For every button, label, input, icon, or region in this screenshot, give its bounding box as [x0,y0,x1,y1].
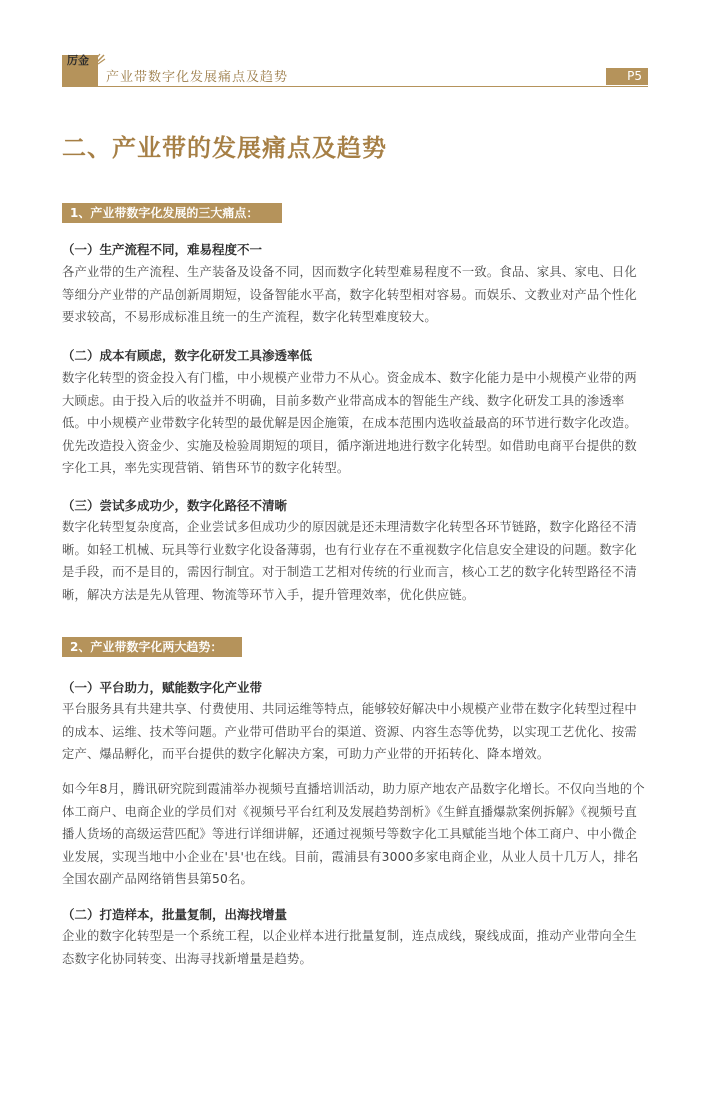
paragraph-6: 企业的数字化转型是一个系统工程，以企业样本进行批量复制，连点成线，聚线成面，推动产业带向全生态数字化协同转变、出海寻找新增量是趋势。 [62,929,637,966]
page-header [62,50,648,92]
logo-text: 厉金 [67,54,89,67]
paragraph-2: 数字化转型的资金投入有门槛，中小规模产业带力不从心。资金成本、数字化能力是中小规模产业带的两大顾虑。由于投入后的收益并不明确，目前多数产业带高成本的智能生产线、数字化研发工具的渗透率低。中小规模产业带数字化转型的最优解是因企施策，在成本范围内选收益最高的环节进行数字化改造。优先改造投入资金少、实施及检验周期短的项目，循序渐进地进行数字化转型。如借助电商平台提供的数字化工具，率先实现营销、销售环节的数字化转型。 [62,371,637,475]
paragraph-5: 如今年8月，腾讯研究院到霞浦举办视频号直播培训活动，助力原产地农产品数字化增长。不仅向当地的个体工商户、电商企业的学员们对《视频号平台红利及发展趋势剖析》《生鲜直播爆款案例拆解》《视频号直播人货场的高级运营匹配》等进行详细讲解，还通过视频号等数字化工具赋能当地个体工商户、中小微企业发展，实现当地中小企业在'县'也在线。目前，霞浦县有3000多家电商企业，从业人员十几万人，排名全国农副产品网络销售县第50名。 [62,782,645,886]
main-title: 二、产业带的发展痛点及趋势 [62,134,387,162]
subheading-3: （三）尝试多成功少，数字化路径不清晰 [62,498,288,513]
section-heading-pain-points: 1、产业带数字化发展的三大痛点： [62,203,282,223]
spark-icon [94,53,106,65]
subheading-2: （二）成本有顾虑，数字化研发工具渗透率低 [62,348,313,363]
paragraph-4: 平台服务具有共建共享、付费使用、共同运维等特点，能够较好解决中小规模产业带在数字化转型过程中的成本、运维、技术等问题。产业带可借助平台的渠道、资源、内容生态等优势，以实现工艺优化、按需定产、爆品孵化，而平台提供的数字化解决方案，可助力产业带的开拓转化、降本增效。 [62,702,637,761]
header-title: 产业带数字化发展痛点及趋势 [106,70,289,85]
subheading-1: （一）生产流程不同，难易程度不一 [62,242,263,257]
page-number: P5 [606,68,648,85]
logo [62,50,98,88]
header-divider [98,86,648,87]
subheading-4: （一）平台助力，赋能数字化产业带 [62,680,263,695]
subheading-5: （二）打造样本，批量复制，出海找增量 [62,907,288,922]
paragraph-3: 数字化转型复杂度高，企业尝试多但成功少的原因就是还未理清数字化转型各环节链路，数字化路径不清晰。如轻工机械、玩具等行业数字化设备薄弱，也有行业存在不重视数字化信息安全建设的问题。数字化是手段，而不是目的，需因行制宜。对于制造工艺相对传统的行业而言，核心工艺的数字化转型路径不清晰，解决方法是先从管理、物流等环节入手，提升管理效率，优化供应链。 [62,520,637,602]
section-heading-trends: 2、产业带数字化两大趋势： [62,637,242,657]
paragraph-1: 各产业带的生产流程、生产装备及设备不同，因而数字化转型难易程度不一致。食品、家具、家电、日化等细分产业带的产品创新周期短，设备智能水平高，数字化转型相对容易。而娱乐、文教业对产品个性化要求较高，不易形成标准且统一的生产流程，数字化转型难度较大。 [62,265,637,324]
